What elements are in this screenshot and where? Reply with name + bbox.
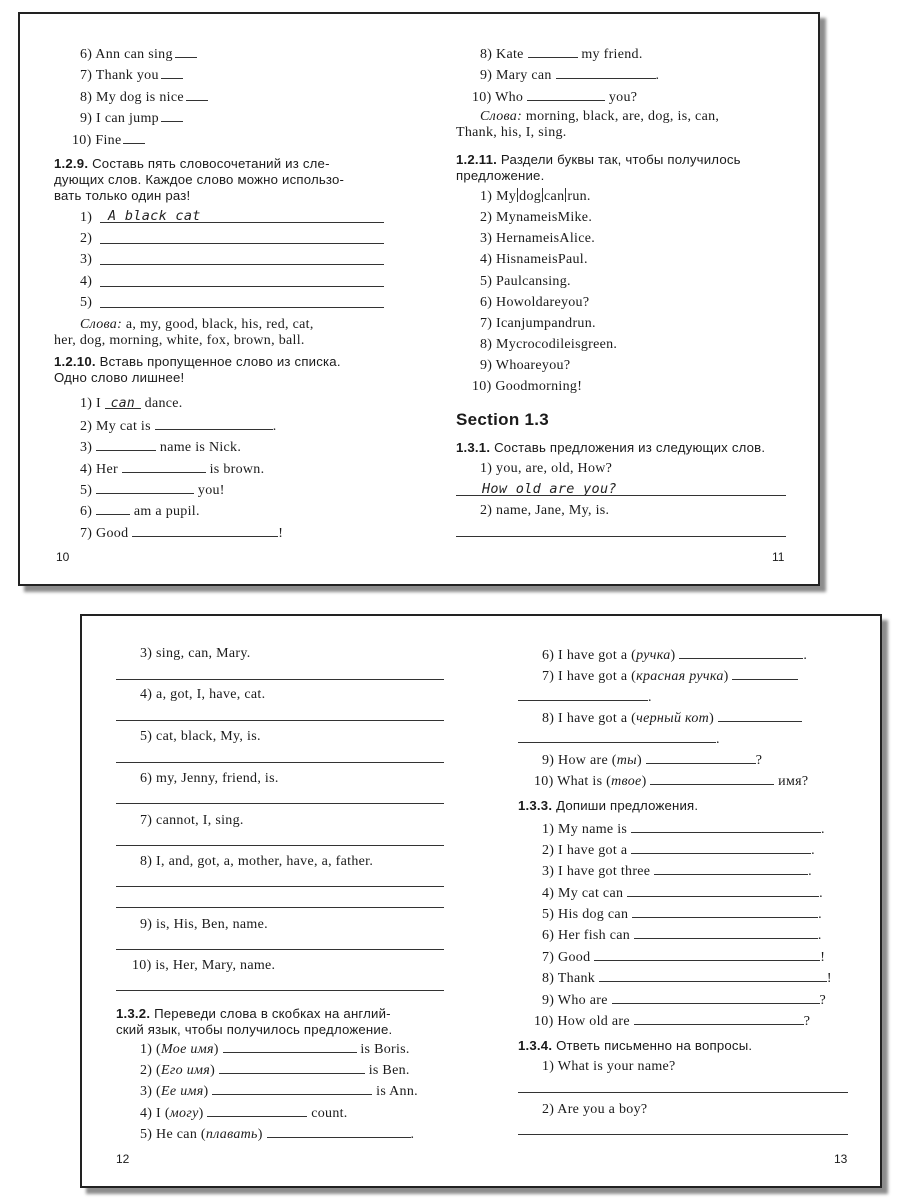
ex1210-item-5: 5) you!	[80, 483, 225, 498]
page-number-11: 11	[772, 550, 785, 564]
section-heading: Section 1.3	[456, 410, 550, 429]
ex128-item-10: 10) Fine	[72, 131, 145, 149]
book-spread-pages-12-13	[80, 614, 882, 1188]
ex1211-item-4: 4) HisnameisPaul.	[480, 252, 588, 267]
ex1211-item-2: 2) MynameisMike.	[480, 210, 593, 225]
ex132-instruction-2: ский язык, чтобы получилось предложение.	[116, 1022, 393, 1037]
ex1210-item-8: 8) Kate my friend.	[480, 47, 643, 62]
ex134-item-2: 2) Are you a boy?	[542, 1102, 648, 1117]
ex133-item-7: 7) Good !	[542, 950, 826, 965]
page-number-12: 12	[116, 1152, 130, 1166]
ex129-answer-line-1	[100, 222, 384, 223]
ex132-item-8-cont: .	[518, 730, 720, 748]
page-13	[482, 616, 880, 1186]
page-number-13: 13	[834, 1152, 848, 1166]
ex131-item-5: 5) cat, black, My, is.	[140, 729, 261, 744]
ex132-item-8: 8) I have got a (черный кот)	[542, 709, 802, 727]
page-11	[420, 14, 818, 584]
ex132-item-4: 4) I (могу) count.	[140, 1106, 348, 1121]
ex1211-instruction-2: предложение.	[456, 168, 545, 183]
ex1210-item-3: 3) name is Nick.	[80, 440, 242, 455]
ex129-answer-line-4	[100, 286, 384, 287]
ex129-words-1: Слова: a, my, good, black, his, red, cat,	[80, 317, 314, 332]
ex1210-words-1: Слова: morning, black, are, dog, is, can,	[480, 109, 720, 124]
ex133-item-9: 9) Who are ?	[542, 993, 827, 1008]
ex1210-words-2: Thank, his, I, sing.	[456, 125, 567, 140]
ex132-item-3: 3) (Ее имя) is Ann.	[140, 1084, 418, 1099]
book-spread-pages-10-11	[18, 12, 820, 586]
ex128-item-7: 7) Thank you	[80, 66, 183, 84]
ex133-item-10: 10) How old are ?	[534, 1014, 811, 1029]
ex129-item-2: 2)	[80, 231, 93, 246]
ex133-item-5: 5) His dog can .	[542, 907, 822, 922]
page-10	[20, 14, 420, 584]
ex133-item-4: 4) My cat can .	[542, 886, 823, 901]
ex131-instruction: 1.3.1. Составь предложения из следующих слов.	[456, 440, 766, 455]
ex129-words-2: her, dog, morning, white, fox, brown, ball.	[54, 333, 305, 348]
ex129-answer-line-2	[100, 243, 384, 244]
ex1211-item-3: 3) HernameisAlice.	[480, 231, 596, 246]
ex129-answer-line-3	[100, 264, 384, 265]
ex131-item-6: 6) my, Jenny, friend, is.	[140, 771, 279, 786]
ex1211-item-9: 9) Whoareyou?	[480, 358, 571, 373]
ex129-instruction-1: 1.2.9. Составь пять словосочетаний из сле-	[54, 156, 330, 171]
ex131-answer-line-9	[116, 949, 444, 950]
ex133-item-2: 2) I have got a .	[542, 843, 815, 858]
ex131-answer-line-10	[116, 990, 444, 991]
ex1211-item-1: 1) My dog can run.	[480, 189, 591, 204]
ex132-item-1: 1) (Мое имя) is Boris.	[140, 1042, 410, 1057]
ex129-answer-line-5	[100, 307, 384, 308]
ex131-item-7: 7) cannot, I, sing.	[140, 813, 244, 828]
ex131-answer-1: How old are you?	[482, 481, 617, 497]
ex132-item-6: 6) I have got a (ручка) .	[542, 648, 808, 663]
ex129-instruction-2: дующих слов. Каждое слово можно использо-	[54, 172, 345, 187]
ex129-item-5: 5)	[80, 295, 93, 310]
ex131-answer-line-1	[456, 495, 786, 496]
ex131-answer-line-3	[116, 679, 444, 680]
ex129-answer-1: A black cat	[108, 208, 201, 224]
ex133-item-6: 6) Her fish can .	[542, 928, 822, 943]
ex132-item-10: 10) What is (твое) имя?	[534, 774, 809, 789]
ex131-item-4: 4) a, got, I, have, cat.	[140, 687, 266, 702]
ex132-item-2: 2) (Его имя) is Ben.	[140, 1063, 410, 1078]
ex133-item-3: 3) I have got three .	[542, 864, 812, 879]
ex134-answer-line-1	[518, 1092, 848, 1093]
ex128-item-6: 6) Ann can sing	[80, 45, 197, 63]
ex134-answer-line-2	[518, 1134, 848, 1135]
ex132-instruction-1: 1.3.2. Переведи слова в скобках на англий-	[116, 1006, 391, 1021]
ex131-answer-line-7	[116, 845, 444, 846]
ex131-answer-line-4	[116, 720, 444, 721]
ex131-answer-line-6	[116, 803, 444, 804]
ex1210-instruction-1: 1.2.10. Вставь пропущенное слово из списка.	[54, 354, 341, 369]
ex131-item-9: 9) is, His, Ben, name.	[140, 917, 268, 932]
ex1210-item-4: 4) Her is brown.	[80, 462, 265, 477]
ex131-item-10: 10) is, Her, Mary, name.	[132, 958, 276, 973]
ex1211-item-8: 8) Mycrocodileisgreen.	[480, 337, 618, 352]
ex129-instruction-3: вать только один раз!	[54, 188, 191, 203]
ex128-item-9: 9) I can jump	[80, 109, 183, 127]
ex1210-instruction-2: Одно слово лишнее!	[54, 370, 185, 385]
ex1211-instruction-1: 1.2.11. Раздели буквы так, чтобы получилось	[456, 152, 741, 167]
ex132-item-7-cont: .	[518, 688, 652, 706]
ex1211-item-5: 5) Paulcansing.	[480, 274, 571, 289]
ex1210-item-6: 6) am a pupil.	[80, 504, 200, 519]
ex1210-item-10: 10) Who you?	[472, 90, 638, 105]
ex133-item-1: 1) My name is .	[542, 822, 825, 837]
ex131-answer-line-5	[116, 762, 444, 763]
ex131-answer-line-8a	[116, 886, 444, 887]
ex132-item-7: 7) I have got a (красная ручка)	[542, 667, 798, 685]
page-12	[82, 616, 482, 1186]
ex133-instruction: 1.3.3. Допиши предложения.	[518, 798, 699, 813]
ex134-item-1: 1) What is your name?	[542, 1059, 676, 1074]
ex131-answer-line-8b	[116, 907, 444, 908]
ex1210-item-1: 1) I can dance.	[80, 396, 183, 411]
ex129-item-1: 1)	[80, 210, 93, 225]
ex131-item-3: 3) sing, can, Mary.	[140, 646, 251, 661]
ex129-item-4: 4)	[80, 274, 93, 289]
page-number-10: 10	[56, 550, 70, 564]
ex1211-item-7: 7) Icanjumpandrun.	[480, 316, 596, 331]
ex132-item-9: 9) How are (ты) ?	[542, 753, 763, 768]
ex131-item-2: 2) name, Jane, My, is.	[480, 503, 610, 518]
ex1211-item-10: 10) Goodmorning!	[472, 379, 583, 394]
ex1210-item-9: 9) Mary can .	[480, 68, 660, 83]
ex1211-item-6: 6) Howoldareyou?	[480, 295, 590, 310]
ex129-item-3: 3)	[80, 252, 93, 267]
ex131-item-8: 8) I, and, got, a, mother, have, a, father.	[140, 854, 374, 869]
ex134-instruction: 1.3.4. Ответь письменно на вопросы.	[518, 1038, 753, 1053]
ex132-item-5: 5) He can (плавать) .	[140, 1127, 415, 1142]
ex131-item-1: 1) you, are, old, How?	[480, 461, 613, 476]
ex131-answer-line-2	[456, 536, 786, 537]
ex133-item-8: 8) Thank !	[542, 971, 832, 986]
ex128-item-8: 8) My dog is nice	[80, 88, 208, 106]
ex1210-item-7: 7) Good !	[80, 526, 284, 541]
ex1210-item-2: 2) My cat is .	[80, 419, 277, 434]
